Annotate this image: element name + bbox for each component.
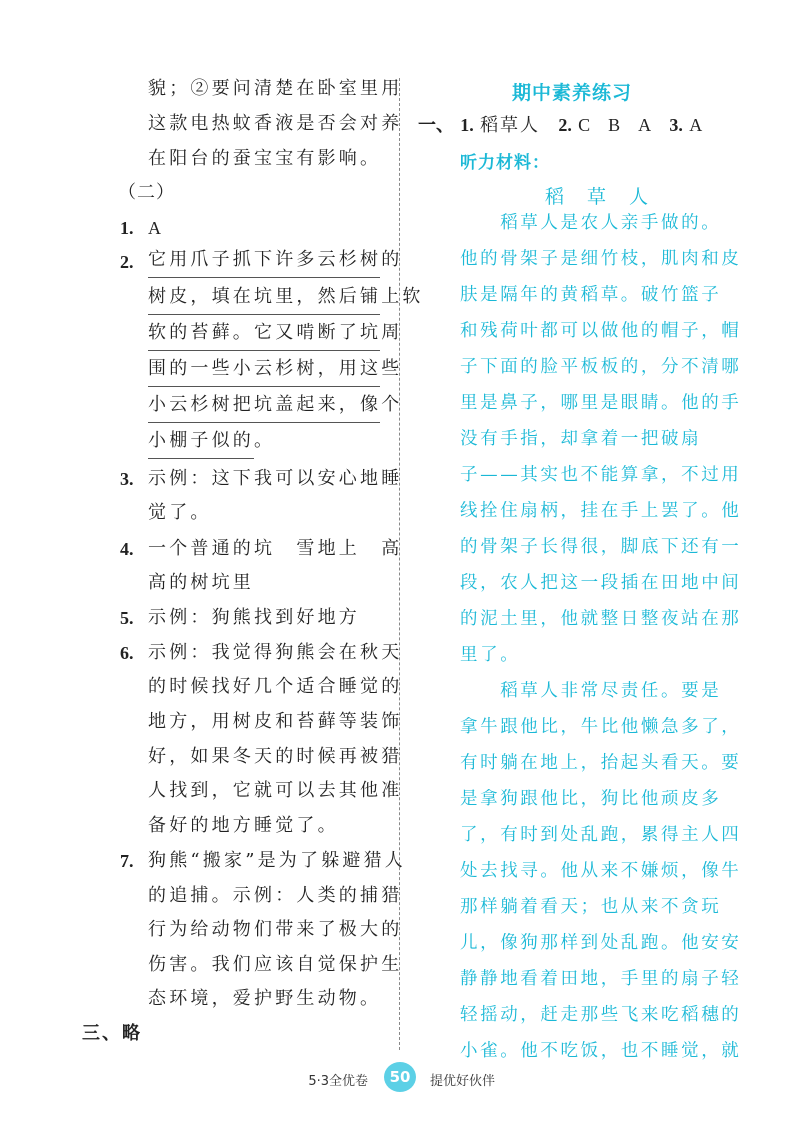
story-line: 线拴住扇柄，挂在手上罢了。他 — [460, 501, 742, 521]
story-line: 稻草人非常尽责任。要是 — [460, 681, 722, 701]
item-7-line-2: 的追捕。示例：人类的捕猎 — [148, 885, 403, 906]
page-number-badge: 50 — [384, 1062, 416, 1092]
section-two-heading: （二） — [118, 182, 175, 203]
story-title: 稻 草 人 — [545, 186, 651, 208]
q3-answer: A — [689, 115, 703, 135]
item-6-line-4: 好，如果冬天的时候再被猎 — [148, 746, 403, 767]
item-2-line-1: 它用爪子抓下许多云杉树的 — [148, 245, 380, 278]
exam-heading: 期中素养练习 — [512, 82, 633, 104]
story-line: 那样躺着看天；也从来不贪玩 — [460, 897, 722, 917]
item-7-number: 7. — [120, 851, 134, 871]
item-4-number: 4. — [120, 539, 134, 559]
story-line: 轻摇动，赶走那些飞来吃稻穗的 — [460, 1005, 742, 1025]
q1-answer: 稻草人 — [480, 115, 541, 136]
item-6-line-2: 的时候找好几个适合睡觉的 — [148, 676, 403, 697]
item-2-line-4: 围的一些小云杉树，用这些 — [148, 354, 380, 387]
listening-label: 听力材料： — [460, 153, 550, 173]
cont-line-1: 貌；②要问清楚在卧室里用 — [148, 78, 403, 99]
story-line: 拿牛跟他比，牛比他懒急多了， — [460, 717, 742, 737]
cont-line-2: 这款电热蚊香液是否会对养 — [148, 113, 403, 134]
item-2-number: 2. — [120, 252, 134, 272]
story-line: 肤是隔年的黄稻草。破竹篮子 — [460, 285, 722, 305]
story-line: 子下面的脸平板板的，分不清哪 — [460, 357, 742, 377]
story-line: 子——其实也不能算拿，不过用 — [460, 465, 742, 485]
item-2-line-5: 小云杉树把坑盖起来，像个 — [148, 390, 380, 423]
section-three: 三、略 — [82, 1023, 142, 1044]
column-divider — [399, 78, 400, 1050]
story-line: 和残荷叶都可以做他的帽子，帽 — [460, 321, 742, 341]
item-2-line-6: 小棚子似的。 — [148, 426, 254, 459]
story-line: 是拿狗跟他比，狗比他顽皮多 — [460, 789, 722, 809]
item-4-line-2: 高的树坑里 — [148, 572, 254, 593]
item-2-line-3: 软的苔藓。它又啃断了坑周 — [148, 318, 380, 351]
item-4-line-1: 一个普通的坑 雪地上 高 — [148, 538, 403, 559]
q3-number: 3. — [669, 115, 683, 135]
item-2-line-2: 树皮，填在坑里，然后铺上软 — [148, 282, 380, 315]
story-line: 他的骨架子是细竹枝，肌肉和皮 — [460, 249, 742, 269]
q1-number: 1. — [460, 115, 474, 135]
item-5-number: 5. — [120, 608, 134, 628]
story-line: 里是鼻子，哪里是眼睛。他的手 — [460, 393, 742, 413]
q2-answer: C B A — [578, 115, 652, 135]
item-6-line-6: 备好的地方睡觉了。 — [148, 815, 339, 836]
section-one-answers — [418, 108, 702, 142]
item-1-number: 1. — [120, 218, 134, 238]
section-one-prefix: 一、 — [418, 115, 454, 136]
story-line: 了，有时到处乱跑，累得主人四 — [460, 825, 742, 845]
item-5-line-1: 示例：狗熊找到好地方 — [148, 607, 360, 628]
item-3-number: 3. — [120, 469, 134, 489]
item-6-line-1: 示例：我觉得狗熊会在秋天 — [148, 642, 403, 663]
story-line: 里了。 — [460, 645, 521, 665]
footer-slogan: 提优好伙伴 — [430, 1074, 496, 1089]
item-7-line-1: 狗熊“搬家”是为了躲避猎人 — [148, 850, 407, 871]
item-6-line-3: 地方，用树皮和苔藓等装饰 — [148, 711, 403, 732]
story-line: 的骨架子长得很，脚底下还有一 — [460, 537, 742, 557]
story-line: 儿，像狗那样到处乱跑。他安安 — [460, 933, 742, 953]
item-6-number: 6. — [120, 643, 134, 663]
story-line: 小雀。他不吃饭，也不睡觉，就 — [460, 1041, 742, 1061]
item-3-line-2: 觉了。 — [148, 502, 212, 523]
story-line: 没有手指，却拿着一把破扇 — [460, 429, 702, 449]
story-line: 静静地看着田地，手里的扇子轻 — [460, 969, 742, 989]
story-line: 处去找寻。他从来不嫌烦，像牛 — [460, 861, 742, 881]
item-3-line-1: 示例：这下我可以安心地睡 — [148, 468, 403, 489]
footer-brand: 5·3全优卷 — [308, 1074, 368, 1089]
q2-number: 2. — [558, 115, 572, 135]
item-7-line-5: 态环境，爱护野生动物。 — [148, 988, 382, 1009]
item-7-line-4: 伤害。我们应该自觉保护生 — [148, 954, 403, 975]
story-line: 有时躺在地上，抬起头看天。要 — [460, 753, 742, 773]
story-line: 的泥土里，他就整日整夜站在那 — [460, 609, 742, 629]
left-column — [0, 0, 424, 1050]
story-line: 稻草人是农人亲手做的。 — [460, 213, 722, 233]
item-1-line-1: A — [148, 218, 165, 238]
cont-line-3: 在阳台的蚕宝宝有影响。 — [148, 148, 382, 169]
item-6-line-5: 人找到，它就可以去其他准 — [148, 780, 403, 801]
story-line: 段，农人把这一段插在田地中间 — [460, 573, 742, 593]
item-7-line-3: 行为给动物们带来了极大的 — [148, 919, 403, 940]
